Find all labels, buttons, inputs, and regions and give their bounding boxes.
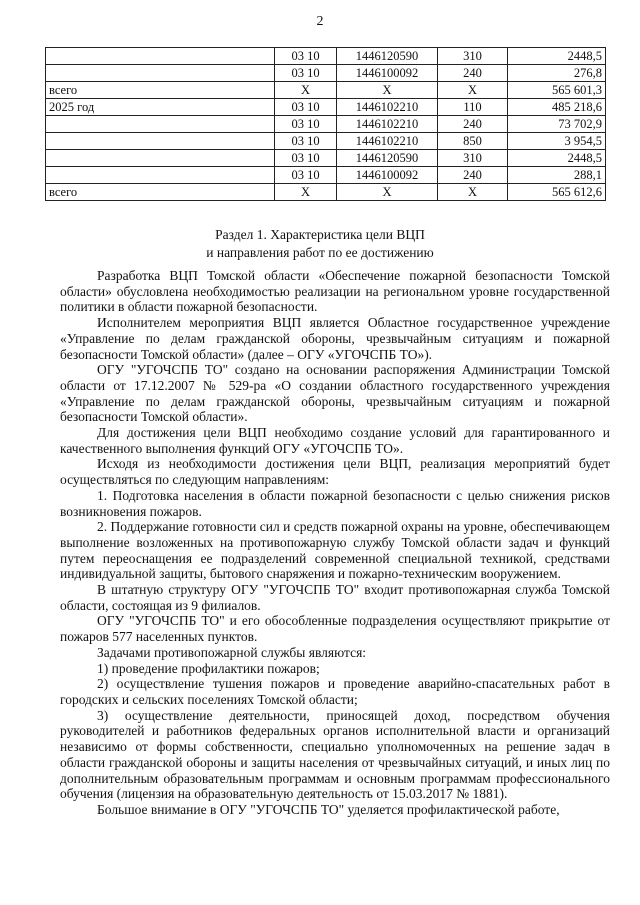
cell-section: 03 10 — [275, 150, 337, 167]
table-row — [46, 65, 606, 82]
cell-expense-type: 240 — [438, 116, 508, 133]
paragraph: Исполнителем мероприятия ВЦП является Областное государственное учреждение «Управление по делам гражданской обороны, чрезвычайным ситуациям и пожарной безопасности Томской области» (далее – ОГУ «УГОЧСПБ ТО»). — [60, 315, 610, 362]
cell-expense-type: 240 — [438, 167, 508, 184]
page-number: 2 — [316, 14, 324, 29]
paragraph: 1) проведение профилактики пожаров; — [97, 660, 320, 676]
body-text — [60, 268, 610, 818]
cell-expense-type: 310 — [438, 150, 508, 167]
cell-section: 03 10 — [275, 48, 337, 65]
table-row — [46, 133, 606, 150]
cell-section: 03 10 — [275, 133, 337, 150]
cell-target-article: 1446100092 — [337, 167, 438, 184]
cell-section: 03 10 — [275, 167, 337, 184]
table-row — [46, 184, 606, 201]
cell-label: всего — [46, 184, 275, 201]
paragraph: В штатную структуру ОГУ "УГОЧСПБ ТО" входит противопожарная служба Томской области, состоящая из 9 филиалов. — [60, 582, 610, 613]
cell-expense-type: Х — [438, 82, 508, 99]
cell-target-article: Х — [337, 184, 438, 201]
table-row — [46, 82, 606, 99]
paragraph: Задачами противопожарной службы являются: — [97, 644, 367, 660]
cell-section: 03 10 — [275, 65, 337, 82]
budget-table — [45, 47, 606, 201]
cell-target-article: Х — [337, 82, 438, 99]
cell-label — [46, 167, 275, 184]
paragraph: Исходя из необходимости достижения цели ВЦП, реализация мероприятий будет осуществляться по следующим направлениям: — [60, 456, 610, 488]
cell-target-article: 1446100092 — [337, 65, 438, 82]
cell-section: Х — [275, 184, 337, 201]
cell-label — [46, 150, 275, 167]
cell-amount: 288,1 — [508, 167, 606, 184]
paragraph: ОГУ "УГОЧСПБ ТО" создано на основании распоряжения Администрации Томской области от 17.12.2007 № 529-ра «О создании областного государственного учреждения «Управление по делам гражданской обороны, чрезвычайным ситуациям и пожарной безопасности Томской области». — [60, 362, 610, 425]
cell-expense-type: Х — [438, 184, 508, 201]
cell-amount: 2448,5 — [508, 48, 606, 65]
cell-label — [46, 48, 275, 65]
cell-target-article: 1446120590 — [337, 48, 438, 65]
paragraph: Для достижения цели ВЦП необходимо создание условий для гарантированного и качественного выполнения функций ОГУ «УГОЧСПБ ТО». — [60, 425, 610, 456]
cell-label — [46, 133, 275, 150]
cell-amount: 565 612,6 — [508, 184, 606, 201]
budget-table-body — [46, 48, 606, 201]
paragraph: 2. Поддержание готовности сил и средств пожарной охраны на уровне, обеспечивающем выполнение возложенных на противопожарную службу Томской области задач и функций путем переоснащения ее подразделений современной специальной техникой, средствами индивидуальной защиты, бытового снаряжения и пожарно-техническим вооружением. — [60, 519, 610, 582]
cell-expense-type: 850 — [438, 133, 508, 150]
cell-expense-type: 310 — [438, 48, 508, 65]
paragraph: 3) осуществление деятельности, приносящей доход, посредством обучения руководителей и работников федеральных органов исполнительной власти и организаций независимо от формы собственности, специально уполномоченных на решение задач в области гражданской обороны и защиты населения от чрезвычайных ситуаций, и иных лиц по дополнительным образовательным программам и основным программам профессионального обучения (лицензия на образовательную деятельность от 15.03.2017 № 1881). — [60, 707, 610, 802]
cell-target-article: 1446102210 — [337, 99, 438, 116]
cell-label: 2025 год — [46, 99, 275, 116]
cell-target-article: 1446120590 — [337, 150, 438, 167]
cell-section: 03 10 — [275, 99, 337, 116]
section-heading-line2: и направления работ по ее достижению — [206, 245, 434, 260]
cell-label: всего — [46, 82, 275, 99]
section-heading-line1: Раздел 1. Характеристика цели ВЦП — [215, 227, 425, 242]
cell-label — [46, 65, 275, 82]
paragraph: 2) осуществление тушения пожаров и проведение аварийно-спасательных работ в городских и сельских поселениях Томской области; — [60, 676, 610, 707]
cell-target-article: 1446102210 — [337, 116, 438, 133]
cell-amount: 73 702,9 — [508, 116, 606, 133]
cell-expense-type: 240 — [438, 65, 508, 82]
section-heading — [0, 226, 640, 262]
cell-amount: 2448,5 — [508, 150, 606, 167]
cell-expense-type: 110 — [438, 99, 508, 116]
paragraph: Большое внимание в ОГУ "УГОЧСПБ ТО" уделяется профилактической работе, — [97, 801, 560, 817]
table-row — [46, 116, 606, 133]
cell-amount: 276,8 — [508, 65, 606, 82]
table-row — [46, 150, 606, 167]
table-row — [46, 48, 606, 65]
cell-section: 03 10 — [275, 116, 337, 133]
paragraph: 1. Подготовка населения в области пожарной безопасности с целью снижения рисков возникновения пожаров. — [60, 487, 610, 519]
cell-amount: 565 601,3 — [508, 82, 606, 99]
paragraph: Разработка ВЦП Томской области «Обеспечение пожарной безопасности Томской области» обусловлена необходимостью реализации на региональном уровне государственной политики в области пожарной безопасности. — [60, 268, 610, 315]
paragraph: ОГУ "УГОЧСПБ ТО" и его обособленные подразделения осуществляют прикрытие от пожаров 577 населенных пунктов. — [60, 613, 610, 645]
table-row — [46, 167, 606, 184]
table-row — [46, 99, 606, 116]
cell-amount: 485 218,6 — [508, 99, 606, 116]
cell-section: Х — [275, 82, 337, 99]
cell-label — [46, 116, 275, 133]
cell-amount: 3 954,5 — [508, 133, 606, 150]
cell-target-article: 1446102210 — [337, 133, 438, 150]
